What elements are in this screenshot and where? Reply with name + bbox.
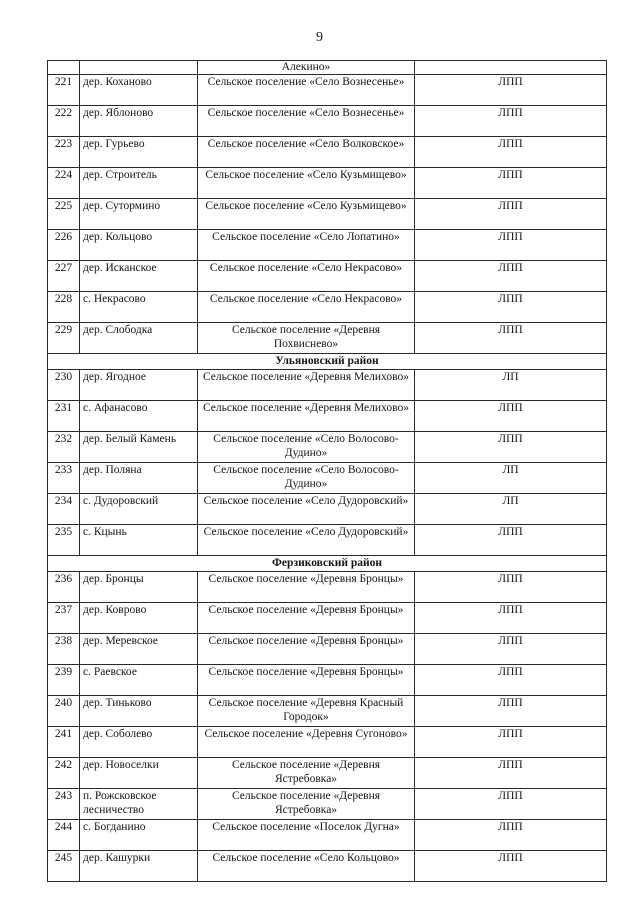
continued-num-cell <box>48 61 80 75</box>
row-number: 241 <box>48 727 80 758</box>
row-type: ЛПП <box>415 758 607 789</box>
row-type: ЛПП <box>415 603 607 634</box>
table-row <box>48 572 607 603</box>
locality-name: дер. Соболево <box>80 727 198 758</box>
row-number: 225 <box>48 199 80 230</box>
settlement-name: Сельское поселение «Поселок Дугна» <box>198 820 415 851</box>
settlement-name: Сельское поселение «Село Некрасово» <box>198 292 415 323</box>
row-number: 234 <box>48 494 80 525</box>
row-type: ЛПП <box>415 572 607 603</box>
row-type: ЛПП <box>415 525 607 556</box>
table-row <box>48 727 607 758</box>
row-number: 230 <box>48 370 80 401</box>
row-type: ЛП <box>415 370 607 401</box>
table-row <box>48 230 607 261</box>
settlement-name: Сельское поселение «Деревня Мелихово» <box>198 370 415 401</box>
row-number: 224 <box>48 168 80 199</box>
row-type: ЛПП <box>415 261 607 292</box>
locality-name: дер. Коханово <box>80 75 198 106</box>
district-header-row <box>48 556 607 572</box>
table-row <box>48 75 607 106</box>
locality-name: дер. Кольцово <box>80 230 198 261</box>
table-row <box>48 696 607 727</box>
row-number: 245 <box>48 851 80 882</box>
table-row <box>48 168 607 199</box>
settlement-name: Сельское поселение «Деревня Сугоново» <box>198 727 415 758</box>
row-type: ЛПП <box>415 168 607 199</box>
settlement-name: Сельское поселение «Село Волосово-Дудино» <box>198 463 415 494</box>
settlement-name: Сельское поселение «Деревня Бронцы» <box>198 634 415 665</box>
row-type: ЛП <box>415 494 607 525</box>
locality-name: дер. Слободка <box>80 323 198 354</box>
row-number: 232 <box>48 432 80 463</box>
locality-name: дер. Исканское <box>80 261 198 292</box>
continued-type-cell <box>415 61 607 75</box>
row-number: 231 <box>48 401 80 432</box>
row-type: ЛПП <box>415 696 607 727</box>
locality-name: с. Раевское <box>80 665 198 696</box>
locality-name: дер. Ягодное <box>80 370 198 401</box>
locality-name: дер. Строитель <box>80 168 198 199</box>
row-number: 243 <box>48 789 80 820</box>
settlement-name: Сельское поселение «Деревня Бронцы» <box>198 603 415 634</box>
table-row <box>48 851 607 882</box>
table-row <box>48 463 607 494</box>
table-row <box>48 106 607 137</box>
settlement-name: Сельское поселение «Деревня Похвиснево» <box>198 323 415 354</box>
row-number: 237 <box>48 603 80 634</box>
row-number: 238 <box>48 634 80 665</box>
continued-name-cell <box>80 61 198 75</box>
settlement-name: Сельское поселение «Деревня Ястребовка» <box>198 758 415 789</box>
table-row <box>48 758 607 789</box>
district-name: Ульяновский район <box>48 354 607 370</box>
row-type: ЛПП <box>415 665 607 696</box>
page-number: 9 <box>316 30 323 45</box>
settlement-name: Сельское поселение «Село Волковское» <box>198 137 415 168</box>
settlement-name: Сельское поселение «Село Вознесенье» <box>198 75 415 106</box>
locality-name: дер. Бронцы <box>80 572 198 603</box>
locality-name: дер. Кашурки <box>80 851 198 882</box>
table-row <box>48 820 607 851</box>
settlement-name: Сельское поселение «Деревня Красный Городок» <box>198 696 415 727</box>
continued-settlement-cell: Алекино» <box>198 61 415 75</box>
row-type: ЛПП <box>415 75 607 106</box>
row-number: 223 <box>48 137 80 168</box>
row-number: 226 <box>48 230 80 261</box>
row-number: 236 <box>48 572 80 603</box>
table-row <box>48 789 607 820</box>
table-row <box>48 323 607 354</box>
settlement-name: Сельское поселение «Село Волосово-Дудино» <box>198 432 415 463</box>
settlement-name: Сельское поселение «Село Вознесенье» <box>198 106 415 137</box>
settlement-name: Сельское поселение «Деревня Бронцы» <box>198 572 415 603</box>
locality-name: дер. Коврово <box>80 603 198 634</box>
settlements-table <box>47 60 607 882</box>
settlement-name: Сельское поселение «Деревня Ястребовка» <box>198 789 415 820</box>
row-type: ЛПП <box>415 106 607 137</box>
row-type: ЛП <box>415 463 607 494</box>
row-number: 242 <box>48 758 80 789</box>
row-type: ЛПП <box>415 199 607 230</box>
settlement-name: Сельское поселение «Село Некрасово» <box>198 261 415 292</box>
row-type: ЛПП <box>415 789 607 820</box>
settlement-name: Сельское поселение «Село Дудоровский» <box>198 494 415 525</box>
table-row <box>48 261 607 292</box>
locality-name: с. Богданино <box>80 820 198 851</box>
settlement-name: Сельское поселение «Село Лопатино» <box>198 230 415 261</box>
row-type: ЛПП <box>415 323 607 354</box>
table-row <box>48 401 607 432</box>
locality-name: с. Некрасово <box>80 292 198 323</box>
row-number: 240 <box>48 696 80 727</box>
row-type: ЛПП <box>415 401 607 432</box>
row-number: 235 <box>48 525 80 556</box>
row-number: 228 <box>48 292 80 323</box>
table-body <box>48 61 607 882</box>
row-type: ЛПП <box>415 820 607 851</box>
locality-name: дер. Меревское <box>80 634 198 665</box>
table-row <box>48 665 607 696</box>
settlement-name: Сельское поселение «Село Кольцово» <box>198 851 415 882</box>
row-number: 222 <box>48 106 80 137</box>
row-type: ЛПП <box>415 851 607 882</box>
settlement-name: Сельское поселение «Село Кузьмищево» <box>198 168 415 199</box>
row-number: 244 <box>48 820 80 851</box>
row-type: ЛПП <box>415 432 607 463</box>
locality-name: п. Рожсковское лесничество <box>80 789 198 820</box>
locality-name: дер. Поляна <box>80 463 198 494</box>
table-row <box>48 199 607 230</box>
locality-name: с. Афанасово <box>80 401 198 432</box>
row-number: 229 <box>48 323 80 354</box>
locality-name: дер. Тиньково <box>80 696 198 727</box>
row-number: 233 <box>48 463 80 494</box>
table-row <box>48 137 607 168</box>
continued-row <box>48 61 607 75</box>
settlement-name: Сельское поселение «Село Дудоровский» <box>198 525 415 556</box>
table-row <box>48 525 607 556</box>
table-row <box>48 634 607 665</box>
row-type: ЛПП <box>415 634 607 665</box>
locality-name: дер. Белый Камень <box>80 432 198 463</box>
row-type: ЛПП <box>415 727 607 758</box>
locality-name: дер. Новоселки <box>80 758 198 789</box>
settlement-name: Сельское поселение «Село Кузьмищево» <box>198 199 415 230</box>
table-row <box>48 292 607 323</box>
table-row <box>48 370 607 401</box>
row-type: ЛПП <box>415 137 607 168</box>
table-row <box>48 603 607 634</box>
row-number: 239 <box>48 665 80 696</box>
district-header-row <box>48 354 607 370</box>
row-number: 221 <box>48 75 80 106</box>
row-type: ЛПП <box>415 230 607 261</box>
district-name: Ферзиковский район <box>48 556 607 572</box>
locality-name: с. Кцынь <box>80 525 198 556</box>
locality-name: дер. Гурьево <box>80 137 198 168</box>
table-row <box>48 494 607 525</box>
row-type: ЛПП <box>415 292 607 323</box>
settlement-name: Сельское поселение «Деревня Мелихово» <box>198 401 415 432</box>
locality-name: дер. Яблоново <box>80 106 198 137</box>
row-number: 227 <box>48 261 80 292</box>
table-row <box>48 432 607 463</box>
locality-name: дер. Сутормино <box>80 199 198 230</box>
locality-name: с. Дудоровский <box>80 494 198 525</box>
settlement-name: Сельское поселение «Деревня Бронцы» <box>198 665 415 696</box>
